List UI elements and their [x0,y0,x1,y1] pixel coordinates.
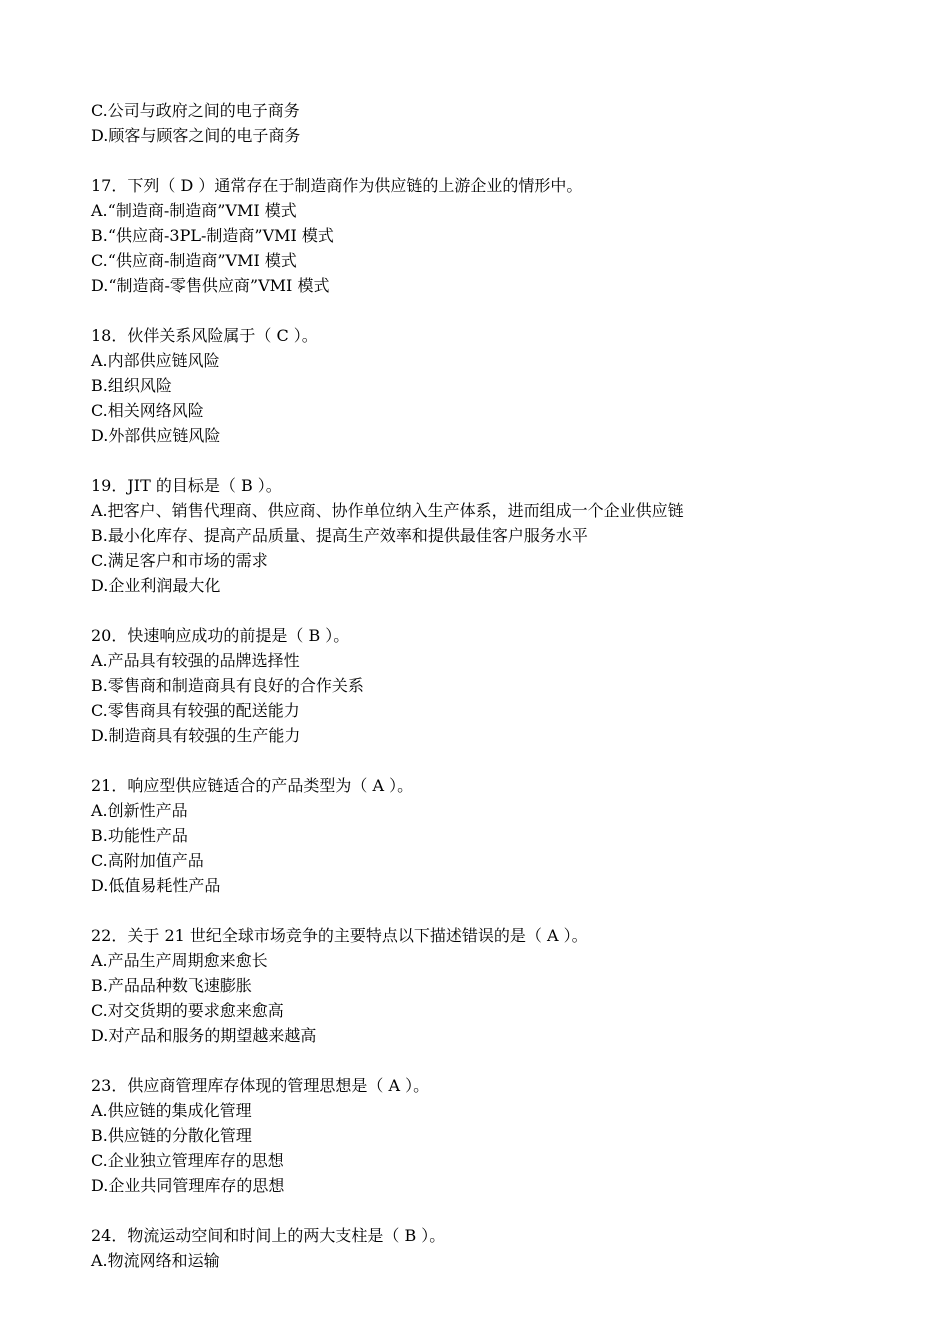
option-text: A.“制造商-制造商”VMI 模式 [91,201,297,220]
question-text: 20．快速响应成功的前提是（ B ）。 [91,626,350,645]
option-text: C.零售商具有较强的配送能力 [91,701,300,720]
option-text: B.供应链的分散化管理 [91,1126,252,1145]
option-text: C.“供应商-制造商”VMI 模式 [91,251,297,270]
option-text: C.相关网络风险 [91,401,204,420]
document-page [91,98,891,1273]
blank-line [91,898,891,923]
option-text: A.把客户、销售代理商、供应商、协作单位纳入生产体系，进而组成一个企业供应链 [91,501,684,520]
option-text: A.内部供应链风险 [91,351,220,370]
option-text: A.产品生产周期愈来愈长 [91,951,268,970]
blank-line [91,1048,891,1073]
option-text: A.物流网络和运输 [91,1251,220,1270]
question-text: 23．供应商管理库存体现的管理思想是（ A ）。 [91,1076,430,1095]
option-text: D.外部供应链风险 [91,426,221,445]
option-text: C.满足客户和市场的需求 [91,551,268,570]
option-text: A.创新性产品 [91,801,188,820]
question-text: 19．JIT 的目标是（ B ）。 [91,476,282,495]
option-text: C.对交货期的要求愈来愈高 [91,1001,284,1020]
blank-line [91,598,891,623]
option-text: B.组织风险 [91,376,172,395]
option-text: B.功能性产品 [91,826,188,845]
option-text: D.顾客与顾客之间的电子商务 [91,126,301,145]
blank-line [91,748,891,773]
option-text: B.零售商和制造商具有良好的合作关系 [91,676,364,695]
option-text: B.最小化库存、提高产品质量、提高生产效率和提供最佳客户服务水平 [91,526,588,545]
option-text: C.企业独立管理库存的思想 [91,1151,284,1170]
blank-line [91,1198,891,1223]
option-text: D.企业利润最大化 [91,576,221,595]
option-text: C.高附加值产品 [91,851,204,870]
option-text: D.企业共同管理库存的思想 [91,1176,285,1195]
option-text: D.“制造商-零售供应商”VMI 模式 [91,276,330,295]
option-text: A.供应链的集成化管理 [91,1101,252,1120]
blank-line [91,298,891,323]
option-text: A.产品具有较强的品牌选择性 [91,651,300,670]
blank-line [91,448,891,473]
blank-line [91,148,891,173]
option-text: B.“供应商-3PL-制造商”VMI 模式 [91,226,334,245]
question-text: 21．响应型供应链适合的产品类型为（ A ）。 [91,776,414,795]
question-text: 18．伙伴关系风险属于（ C ）。 [91,326,318,345]
question-text: 17．下列（ D ）通常存在于制造商作为供应链的上游企业的情形中。 [91,176,583,195]
option-text: B.产品品种数飞速膨胀 [91,976,252,995]
question-text: 24．物流运动空间和时间上的两大支柱是（ B ）。 [91,1226,446,1245]
option-text: D.制造商具有较强的生产能力 [91,726,301,745]
option-text: D.低值易耗性产品 [91,876,221,895]
question-text: 22．关于 21 世纪全球市场竞争的主要特点以下描述错误的是（ A ）。 [91,926,588,945]
option-text: C.公司与政府之间的电子商务 [91,101,300,120]
option-text: D.对产品和服务的期望越来越高 [91,1026,317,1045]
